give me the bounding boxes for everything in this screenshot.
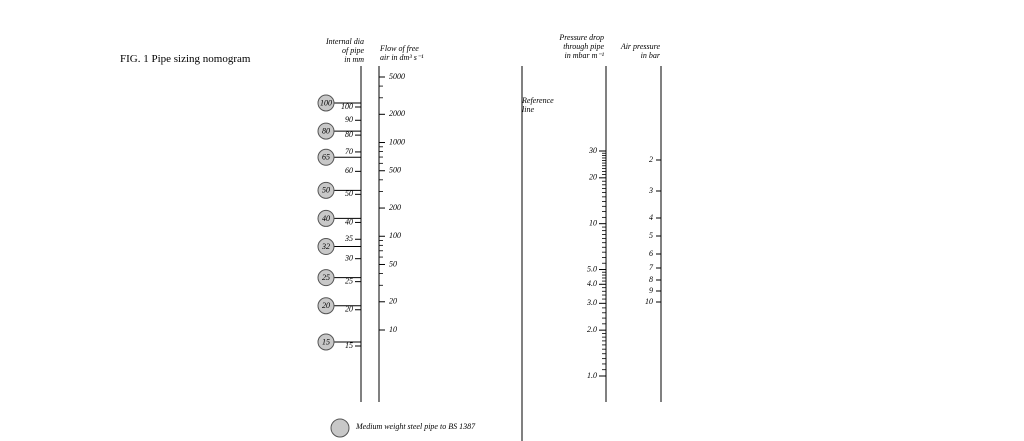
pipe-size-marker-label: 15 bbox=[322, 337, 330, 347]
air-pressure-tick-label: 7 bbox=[649, 262, 653, 272]
pressure-drop-tick-label: 3.0 bbox=[587, 298, 597, 308]
flow-scale bbox=[379, 72, 405, 334]
air-pressure-tick-label: 2 bbox=[649, 154, 653, 164]
air-pressure-tick-label: 4 bbox=[649, 212, 653, 222]
pressure-drop-tick-label: 2.0 bbox=[587, 324, 597, 334]
pipe-size-marker-label: 25 bbox=[322, 272, 330, 282]
pressure-drop-tick-label: 5.0 bbox=[587, 264, 597, 274]
diameter-scale bbox=[318, 95, 361, 350]
pressure-drop-axis-title-line2: through pipe bbox=[563, 42, 604, 51]
flow-tick-label: 10 bbox=[389, 324, 397, 334]
diameter-tick-label: 25 bbox=[345, 276, 353, 286]
pressure-drop-tick-label: 4.0 bbox=[587, 279, 597, 289]
diameter-axis-title-line2: of pipe bbox=[342, 46, 364, 55]
diameter-tick-label: 40 bbox=[345, 217, 353, 227]
pipe-size-marker-label: 20 bbox=[322, 301, 330, 311]
air-pressure-scale bbox=[645, 155, 661, 306]
diameter-tick-label: 30 bbox=[345, 253, 353, 263]
diameter-tick-label: 80 bbox=[345, 129, 353, 139]
pipe-size-marker-label: 100 bbox=[320, 98, 332, 108]
pressure-drop-tick-label: 1.0 bbox=[587, 370, 597, 380]
flow-axis-title-line2: air in dm³ s⁻¹ bbox=[380, 53, 424, 62]
flow-tick-label: 200 bbox=[389, 202, 401, 212]
air-pressure-tick-label: 8 bbox=[649, 274, 653, 284]
air-pressure-axis-title-line1: Air pressure bbox=[620, 42, 660, 51]
air-pressure-tick-label: 9 bbox=[649, 285, 653, 295]
air-pressure-tick-label: 10 bbox=[645, 296, 653, 306]
legend-circle-icon bbox=[331, 419, 349, 437]
diameter-tick-label: 15 bbox=[345, 340, 353, 350]
flow-tick-label: 100 bbox=[389, 231, 401, 241]
diameter-tick-label: 90 bbox=[345, 115, 353, 125]
diameter-tick-label: 20 bbox=[345, 304, 353, 314]
figure-title: FIG. 1 Pipe sizing nomogram bbox=[120, 53, 251, 65]
legend bbox=[331, 419, 349, 437]
pipe-size-marker-label: 40 bbox=[322, 213, 330, 223]
air-pressure-tick-label: 5 bbox=[649, 230, 653, 240]
diameter-tick-label: 60 bbox=[345, 166, 353, 176]
pipe-size-marker-label: 32 bbox=[322, 241, 330, 251]
diameter-axis-title-line3: in mm bbox=[344, 55, 364, 64]
scale-lines bbox=[361, 66, 661, 441]
flow-axis-title-line1: Flow of free bbox=[380, 44, 419, 53]
pressure-drop-axis-title-line1: Pressure drop bbox=[559, 33, 604, 42]
diameter-tick-label: 100 bbox=[341, 101, 353, 111]
diameter-tick-label: 50 bbox=[345, 189, 353, 199]
air-pressure-axis-title-line2: in bar bbox=[640, 51, 660, 60]
pressure-drop-tick-label: 20 bbox=[589, 172, 597, 182]
pipe-size-marker-label: 80 bbox=[322, 126, 330, 136]
legend-label: Medium weight steel pipe to BS 1387 bbox=[356, 422, 476, 431]
reference-axis-title-line2: line bbox=[522, 105, 534, 114]
flow-tick-label: 2000 bbox=[389, 109, 405, 119]
pressure-drop-tick-label: 10 bbox=[589, 218, 597, 228]
flow-tick-label: 20 bbox=[389, 296, 397, 306]
pipe-size-marker-label: 65 bbox=[322, 152, 330, 162]
flow-tick-label: 5000 bbox=[389, 71, 405, 81]
flow-tick-label: 50 bbox=[389, 259, 397, 269]
pressure-drop-scale bbox=[586, 146, 606, 380]
pipe-size-marker-label: 50 bbox=[322, 185, 330, 195]
diameter-axis-title-line1: Internal dia bbox=[326, 37, 364, 46]
flow-tick-label: 500 bbox=[389, 165, 401, 175]
pressure-drop-tick-label: 30 bbox=[589, 145, 597, 155]
flow-tick-label: 1000 bbox=[389, 137, 405, 147]
diameter-tick-label: 35 bbox=[345, 234, 353, 244]
diameter-tick-label: 70 bbox=[345, 146, 353, 156]
reference-axis-title-line1: Reference bbox=[522, 96, 554, 105]
pressure-drop-axis-title-line3: in mbar m⁻¹ bbox=[564, 51, 604, 60]
air-pressure-tick-label: 6 bbox=[649, 248, 653, 258]
air-pressure-tick-label: 3 bbox=[649, 185, 653, 195]
